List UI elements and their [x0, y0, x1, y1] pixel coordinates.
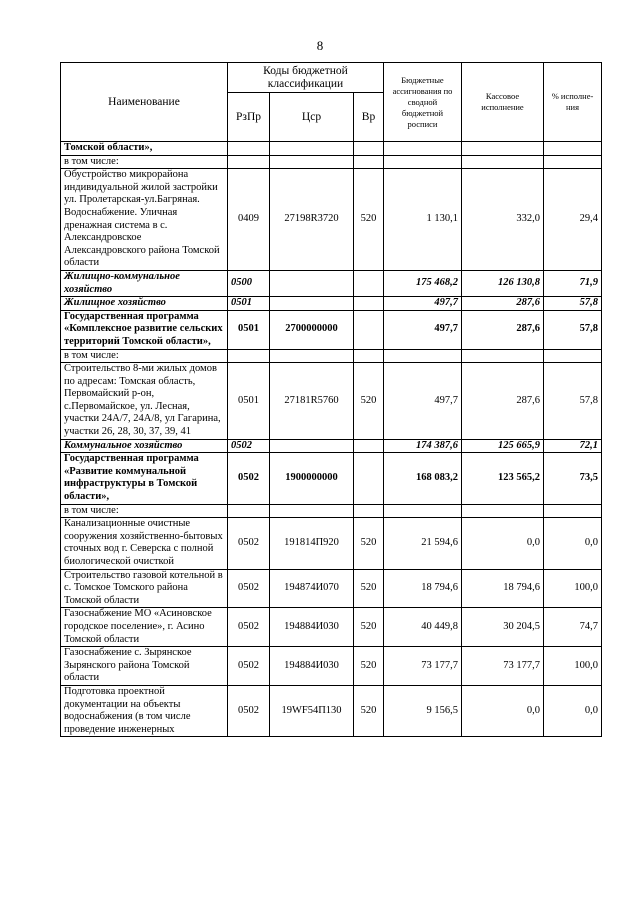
cell-budget: 175 468,2 [384, 270, 462, 296]
cell-cash: 18 794,6 [462, 569, 544, 608]
cell-cash: 287,6 [462, 310, 544, 349]
cell-cash [462, 142, 544, 156]
cell-vr [354, 155, 384, 169]
table-row [61, 504, 602, 518]
cell-rzpr: 0502 [228, 439, 270, 453]
table-row [61, 647, 602, 686]
header-rzpr: РзПр [228, 93, 270, 142]
cell-rzpr [228, 504, 270, 518]
cell-vr [354, 349, 384, 363]
cell-cash: 287,6 [462, 297, 544, 311]
cell-csr [270, 270, 354, 296]
cell-vr: 520 [354, 569, 384, 608]
cell-csr [270, 297, 354, 311]
cell-name: в том числе: [61, 349, 228, 363]
cell-csr [270, 439, 354, 453]
table-row [61, 453, 602, 504]
cell-name: Коммунальное хозяйство [61, 439, 228, 453]
cell-csr: 1900000000 [270, 453, 354, 504]
cell-percent: 100,0 [544, 569, 602, 608]
cell-cash: 126 130,8 [462, 270, 544, 296]
cell-percent: 0,0 [544, 685, 602, 736]
cell-cash: 30 204,5 [462, 608, 544, 647]
cell-csr [270, 349, 354, 363]
cell-rzpr: 0502 [228, 608, 270, 647]
table-row [61, 518, 602, 569]
cell-percent: 72,1 [544, 439, 602, 453]
cell-csr: 27181R5760 [270, 363, 354, 440]
cell-cash: 287,6 [462, 363, 544, 440]
cell-cash: 0,0 [462, 518, 544, 569]
cell-percent [544, 504, 602, 518]
cell-cash: 125 665,9 [462, 439, 544, 453]
cell-csr: 2700000000 [270, 310, 354, 349]
cell-percent: 57,8 [544, 297, 602, 311]
cell-percent [544, 142, 602, 156]
table-row [61, 349, 602, 363]
cell-csr [270, 504, 354, 518]
cell-csr: 194884И030 [270, 647, 354, 686]
cell-vr: 520 [354, 647, 384, 686]
cell-vr [354, 504, 384, 518]
cell-vr [354, 270, 384, 296]
cell-rzpr [228, 349, 270, 363]
cell-rzpr: 0409 [228, 169, 270, 271]
table-row [61, 155, 602, 169]
cell-name: Строительство газовой котельной в с. Томское Томского района Томской области [61, 569, 228, 608]
cell-budget [384, 155, 462, 169]
cell-name: в том числе: [61, 155, 228, 169]
cell-vr: 520 [354, 685, 384, 736]
cell-cash: 123 565,2 [462, 453, 544, 504]
page-number: 8 [316, 38, 324, 53]
cell-name: Строительство 8-ми жилых домов по адресам: Томская область, Первомайский р-он, с.Первомайское, ул. Лесная, участки 24А/7, 24А/8, ул Гагарина, участки 26, 28, 30, 37, 39, 41 [61, 363, 228, 440]
cell-vr [354, 439, 384, 453]
table-row [61, 142, 602, 156]
cell-rzpr: 0501 [228, 310, 270, 349]
cell-cash: 332,0 [462, 169, 544, 271]
cell-csr: 191814П920 [270, 518, 354, 569]
cell-name: Томской области», [61, 142, 228, 156]
cell-rzpr [228, 155, 270, 169]
header-cash: Кассовое исполнение [462, 63, 544, 142]
cell-name: Газоснабжение с. Зырянское Зырянского района Томской области [61, 647, 228, 686]
cell-budget: 168 083,2 [384, 453, 462, 504]
cell-name: в том числе: [61, 504, 228, 518]
cell-name: Канализационные очистные сооружения хозяйственно-бытовых сточных вод г. Северска с полной биологической очисткой [61, 518, 228, 569]
cell-budget: 1 130,1 [384, 169, 462, 271]
cell-budget: 18 794,6 [384, 569, 462, 608]
cell-budget: 497,7 [384, 363, 462, 440]
cell-name: Государственная программа «Комплексное развитие сельских территорий Томской области», [61, 310, 228, 349]
cell-vr [354, 310, 384, 349]
cell-rzpr: 0501 [228, 363, 270, 440]
cell-percent: 57,8 [544, 363, 602, 440]
cell-csr: 27198R3720 [270, 169, 354, 271]
cell-budget: 174 387,6 [384, 439, 462, 453]
cell-csr: 194874И070 [270, 569, 354, 608]
budget-table [60, 62, 602, 737]
table-row [61, 297, 602, 311]
cell-rzpr: 0502 [228, 453, 270, 504]
cell-percent [544, 155, 602, 169]
cell-cash: 73 177,7 [462, 647, 544, 686]
cell-budget: 21 594,6 [384, 518, 462, 569]
table-row [61, 685, 602, 736]
cell-name: Жилищно-коммунальное хозяйство [61, 270, 228, 296]
cell-percent: 0,0 [544, 518, 602, 569]
cell-budget: 40 449,8 [384, 608, 462, 647]
cell-budget: 73 177,7 [384, 647, 462, 686]
header-codes-group: Коды бюджетной классификации [228, 63, 384, 93]
cell-name: Обустройство микрорайона индивидуальной жилой застройки ул. Пролетарская-ул.Багряная. Водоснабжение. Уличная дренажная система в с. Александровское Александровского района Томской области [61, 169, 228, 271]
cell-percent [544, 349, 602, 363]
cell-percent: 57,8 [544, 310, 602, 349]
header-vr: Вр [354, 93, 384, 142]
header-csr: Цср [270, 93, 354, 142]
cell-vr [354, 297, 384, 311]
cell-rzpr: 0502 [228, 518, 270, 569]
header-percent: % исполне-ния [544, 63, 602, 142]
cell-budget: 497,7 [384, 310, 462, 349]
table-row [61, 363, 602, 440]
cell-budget: 497,7 [384, 297, 462, 311]
cell-csr [270, 142, 354, 156]
cell-cash [462, 349, 544, 363]
cell-cash [462, 155, 544, 169]
cell-percent: 74,7 [544, 608, 602, 647]
table-row [61, 569, 602, 608]
cell-name: Жилищное хозяйство [61, 297, 228, 311]
cell-vr: 520 [354, 363, 384, 440]
cell-rzpr [228, 142, 270, 156]
cell-cash [462, 504, 544, 518]
cell-vr [354, 453, 384, 504]
cell-budget: 9 156,5 [384, 685, 462, 736]
cell-rzpr: 0500 [228, 270, 270, 296]
cell-name: Подготовка проектной документации на объекты водоснабжения (в том числе проведение инженерных [61, 685, 228, 736]
cell-percent: 100,0 [544, 647, 602, 686]
cell-rzpr: 0502 [228, 647, 270, 686]
cell-percent: 73,5 [544, 453, 602, 504]
cell-rzpr: 0502 [228, 685, 270, 736]
header-budget: Бюджетные ассигнования по сводной бюджетной росписи [384, 63, 462, 142]
cell-cash: 0,0 [462, 685, 544, 736]
cell-budget [384, 504, 462, 518]
cell-vr: 520 [354, 169, 384, 271]
cell-csr: 19WF54П130 [270, 685, 354, 736]
table-row [61, 608, 602, 647]
cell-budget [384, 349, 462, 363]
cell-vr: 520 [354, 518, 384, 569]
cell-csr: 194884И030 [270, 608, 354, 647]
table-row [61, 270, 602, 296]
cell-rzpr: 0501 [228, 297, 270, 311]
cell-percent: 29,4 [544, 169, 602, 271]
table-row [61, 439, 602, 453]
header-name: Наименование [61, 63, 228, 142]
table-row [61, 169, 602, 271]
cell-vr: 520 [354, 608, 384, 647]
cell-rzpr: 0502 [228, 569, 270, 608]
cell-name: Государственная программа «Развитие коммунальной инфраструктуры в Томской области», [61, 453, 228, 504]
cell-budget [384, 142, 462, 156]
cell-csr [270, 155, 354, 169]
cell-vr [354, 142, 384, 156]
cell-name: Газоснабжение МО «Асиновское городское поселение», г. Асино Томской области [61, 608, 228, 647]
table-row [61, 310, 602, 349]
cell-percent: 71,9 [544, 270, 602, 296]
